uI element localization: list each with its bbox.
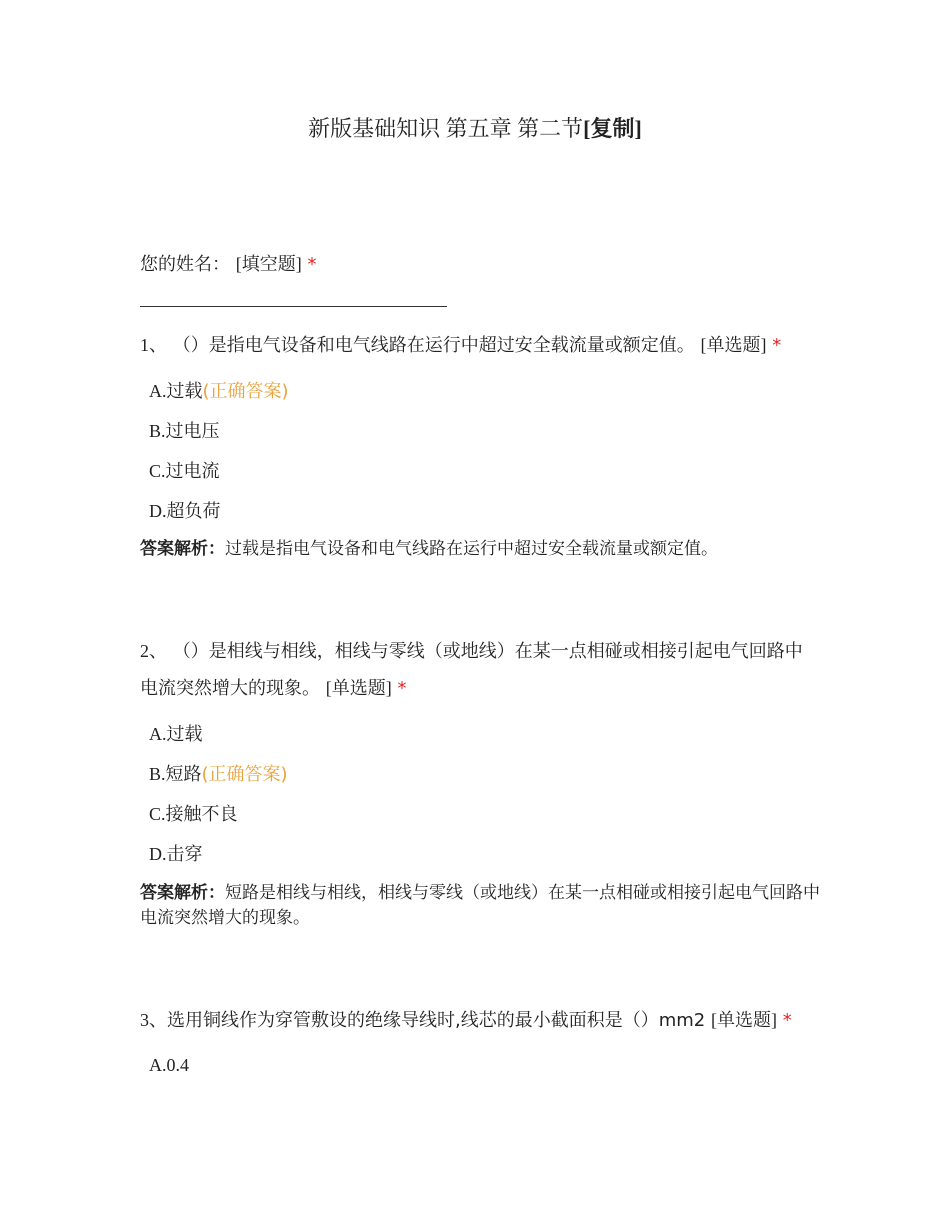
option-letter: D. [149, 844, 167, 864]
option-letter: A. [149, 1055, 167, 1075]
question-type-tag: [单选题] [325, 678, 392, 698]
question-2 [140, 633, 820, 707]
required-mark: * [397, 678, 407, 699]
option-a[interactable] [149, 379, 289, 404]
question-number: 1、 [140, 335, 167, 355]
option-b[interactable] [149, 762, 288, 787]
option-text: 过电流 [165, 461, 220, 482]
required-mark: * [772, 335, 782, 356]
option-text: 过电压 [165, 421, 220, 442]
option-d[interactable] [149, 842, 203, 867]
option-letter: A. [149, 724, 167, 744]
option-b[interactable] [149, 419, 220, 444]
correct-answer-note: (正确答案) [201, 764, 288, 785]
option-a[interactable] [149, 722, 203, 747]
question-text: （）是相线与相线，相线与零线（或地线）在某一点相碰或相接引起电气回路中电流突然增大的现象。 [140, 641, 803, 699]
option-text: 接触不良 [165, 804, 238, 825]
option-letter: A. [149, 381, 167, 401]
question-1 [140, 327, 820, 364]
name-question-label: 您的姓名： [140, 254, 230, 275]
required-mark: * [782, 1010, 792, 1031]
option-text: 过载 [166, 381, 203, 402]
question-type-tag: [单选题] [700, 335, 767, 355]
option-d[interactable] [149, 499, 221, 524]
question-type-tag: [填空题] [235, 254, 302, 274]
question-text: 选用铜线作为穿管敷设的绝缘导线时,线芯的最小截面积是（）mm2 [167, 1010, 706, 1031]
answer-analysis [140, 537, 820, 562]
option-text: 超负荷 [166, 501, 221, 522]
page-title [0, 112, 950, 143]
option-letter: C. [149, 461, 166, 481]
required-mark: * [307, 254, 317, 275]
analysis-text: 过载是指电气设备和电气线路在运行中超过安全载流量或额定值。 [225, 539, 718, 559]
question-type-tag: [单选题] [710, 1010, 777, 1030]
name-question [140, 246, 820, 283]
option-text: 短路 [165, 764, 202, 785]
page-title-suffix: [复制] [583, 116, 642, 141]
question-number: 2、 [140, 641, 167, 661]
option-letter: B. [149, 421, 166, 441]
name-answer-line[interactable] [140, 306, 447, 307]
option-text: 0.4 [166, 1055, 189, 1075]
correct-answer-note: (正确答案) [202, 381, 289, 402]
analysis-label: 答案解析： [140, 883, 225, 903]
option-c[interactable] [149, 459, 220, 484]
question-number: 3、 [140, 1010, 167, 1030]
answer-analysis [140, 881, 820, 931]
option-c[interactable] [149, 802, 238, 827]
analysis-text: 短路是相线与相线，相线与零线（或地线）在某一点相碰或相接引起电气回路中电流突然增大的现象。 [140, 883, 820, 928]
question-text: （）是指电气设备和电气线路在运行中超过安全载流量或额定值。 [172, 335, 695, 356]
option-letter: C. [149, 804, 166, 824]
option-a[interactable] [149, 1053, 189, 1078]
option-text: 过载 [166, 724, 203, 745]
question-3 [140, 1002, 820, 1039]
option-letter: D. [149, 501, 167, 521]
analysis-label: 答案解析： [140, 539, 225, 559]
page-title-text: 新版基础知识 第五章 第二节 [308, 116, 584, 141]
option-letter: B. [149, 764, 166, 784]
option-text: 击穿 [166, 844, 203, 865]
